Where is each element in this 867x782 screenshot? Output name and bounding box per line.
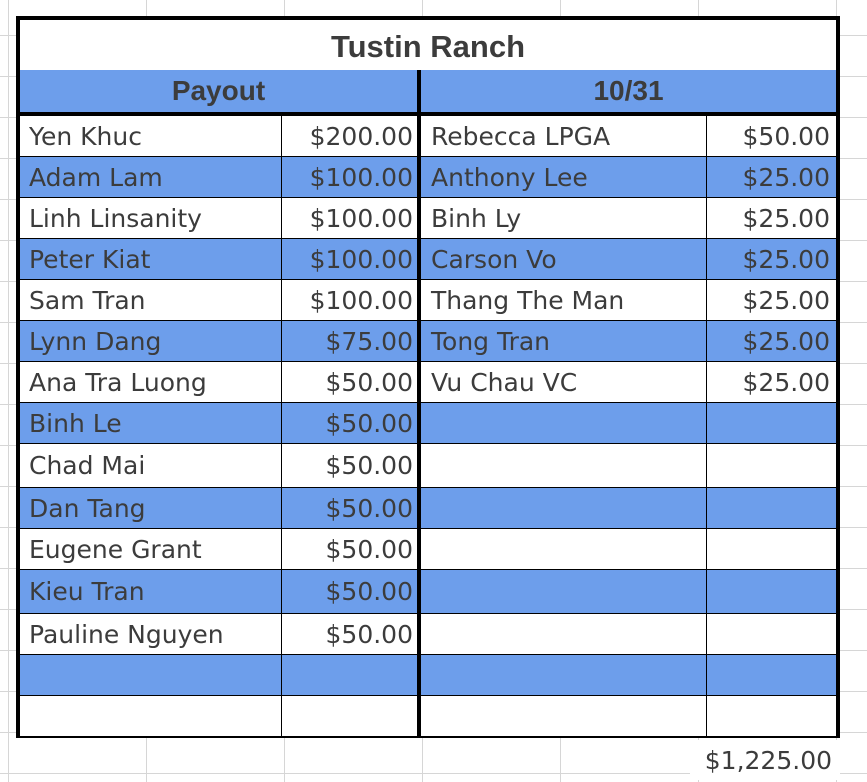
payout-amount-cell[interactable]: $50.00 [325,619,413,649]
payout-amount-cell[interactable]: $25.00 [742,162,830,192]
player-name-cell[interactable]: Peter Kiat [29,244,151,274]
table-row [20,280,836,321]
table-row [20,444,836,488]
table-row [20,696,836,737]
player-name-cell[interactable]: Ana Tra Luong [29,367,207,397]
table-title[interactable]: Tustin Ranch [330,29,526,64]
payout-amount-cell[interactable]: $100.00 [309,244,413,274]
player-name-cell[interactable]: Vu Chau VC [431,367,578,397]
payout-amount-cell[interactable]: $50.00 [325,408,413,438]
player-name-cell[interactable] [421,444,707,487]
player-name-cell[interactable]: Pauline Nguyen [29,619,224,649]
payout-amount-cell[interactable] [707,403,836,443]
table-row [20,321,836,362]
column-divider-left-amount [281,116,282,738]
payout-amount-cell[interactable]: $50.00 [325,577,413,606]
payout-amount-cell[interactable]: $25.00 [742,244,830,274]
player-name-cell[interactable]: Rebecca LPGA [431,121,611,151]
player-name-cell[interactable]: Thang The Man [431,285,625,315]
player-name-cell[interactable]: Binh Ly [431,203,522,233]
payout-amount-cell[interactable]: $50.00 [325,451,413,480]
player-name-cell[interactable]: Yen Khuc [29,121,142,151]
player-name-cell[interactable]: Anthony Lee [431,162,588,192]
payout-amount-cell[interactable]: $100.00 [309,162,413,192]
payout-amount-cell[interactable] [707,696,836,736]
payout-amount-cell[interactable]: $75.00 [325,326,413,356]
payout-amount-cell[interactable] [707,529,836,569]
player-name-cell[interactable] [421,614,707,654]
payout-amount-cell[interactable]: $25.00 [742,203,830,233]
payout-amount-cell[interactable] [707,488,836,528]
column-divider-right-amount [706,116,707,738]
player-name-cell[interactable]: Sam Tran [29,285,146,315]
player-name-cell[interactable]: Linh Linsanity [29,203,202,233]
player-name-cell[interactable]: Lynn Dang [29,326,162,356]
payout-amount-cell[interactable] [707,570,836,613]
payout-amount-cell[interactable]: $50.00 [742,121,830,151]
player-name-cell[interactable] [421,488,707,528]
payout-table [16,16,840,738]
payout-amount-cell[interactable] [282,696,417,736]
table-row [20,198,836,239]
player-name-cell[interactable]: Dan Tang [29,493,146,523]
player-name-cell[interactable]: Adam Lam [29,162,163,192]
payout-amount-cell[interactable]: $25.00 [742,367,830,397]
table-row [20,403,836,444]
payout-amount-cell[interactable] [707,444,836,487]
table-row [20,614,836,655]
table-row [20,157,836,198]
player-name-cell[interactable] [421,655,707,695]
payout-amount-cell[interactable]: $200.00 [309,121,413,151]
payout-amount-cell[interactable]: $50.00 [325,534,413,564]
table-row [20,570,836,614]
payout-amount-cell[interactable]: $100.00 [309,285,413,315]
player-name-cell[interactable] [20,655,282,695]
payout-amount-cell[interactable] [707,614,836,654]
table-row [20,488,836,529]
payout-amount-cell[interactable]: $25.00 [742,285,830,315]
table-row [20,116,836,157]
table-row [20,529,836,570]
payout-amount-cell[interactable] [282,655,417,695]
player-name-cell[interactable]: Kieu Tran [29,577,145,606]
table-row [20,239,836,280]
date-header[interactable]: 10/31 [421,70,836,112]
column-divider-title [20,112,836,116]
total-amount[interactable]: $1,225.00 [690,740,840,780]
payout-amount-cell[interactable]: $50.00 [325,367,413,397]
player-name-cell[interactable]: Eugene Grant [29,534,202,564]
payout-amount-cell[interactable]: $50.00 [325,493,413,523]
table-row [20,655,836,696]
player-name-cell[interactable] [421,696,707,736]
player-name-cell[interactable]: Tong Tran [431,326,551,356]
table-row [20,362,836,403]
column-divider-thick [417,70,421,738]
payout-amount-cell[interactable]: $100.00 [309,203,413,233]
player-name-cell[interactable]: Chad Mai [29,451,146,480]
payout-amount-cell[interactable] [707,655,836,695]
player-name-cell[interactable] [20,696,282,736]
player-name-cell[interactable] [421,403,707,443]
player-name-cell[interactable]: Carson Vo [431,244,557,274]
player-name-cell[interactable]: Binh Le [29,408,122,438]
payout-amount-cell[interactable]: $25.00 [742,326,830,356]
payout-header[interactable]: Payout [20,70,417,112]
table-body [20,116,836,737]
player-name-cell[interactable] [421,529,707,569]
player-name-cell[interactable] [421,570,707,613]
